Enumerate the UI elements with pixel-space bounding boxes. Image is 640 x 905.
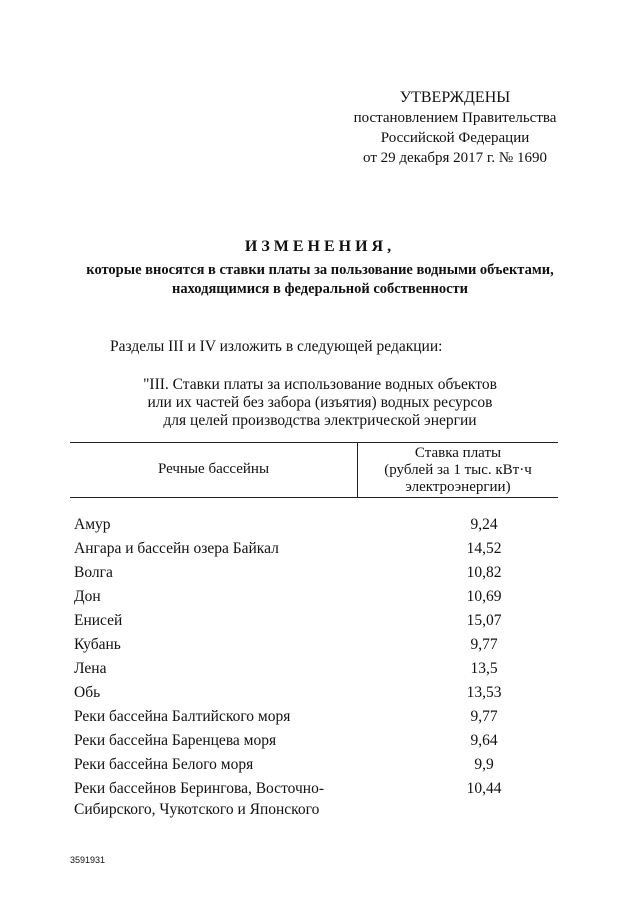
section-title-line-2: или их частей без забора (изъятия) водных ресурсов [147, 394, 493, 411]
rate-value: 9,9 [474, 756, 494, 773]
intro-text: Разделы III и IV изложить в следующей редакции: [110, 338, 443, 355]
rate-value: 9,77 [470, 708, 498, 725]
table-header [70, 442, 558, 498]
title-subtitle-line-1: которые вносятся в ставки платы за пользование водными объектами, [86, 262, 554, 278]
basin-name: Реки бассейна Баренцева моря [74, 732, 277, 749]
basin-name: Дон [74, 588, 101, 605]
rate-value: 13,53 [466, 684, 502, 701]
rate-value: 15,07 [466, 612, 502, 629]
header-rate-line-2: (рублей за 1 тыс. кВт·ч [384, 462, 532, 478]
basin-name [74, 778, 374, 820]
basin-name-line-2: Сибирского, Чукотского и Японского [74, 801, 320, 818]
rate-value: 9,24 [470, 516, 498, 533]
table-row [74, 778, 554, 822]
basin-name: Обь [74, 684, 101, 701]
approval-line-3: от 29 декабря 2017 г. № 1690 [363, 150, 547, 166]
basin-name: Кубань [74, 636, 121, 653]
header-rate [358, 445, 558, 496]
basin-name: Лена [74, 660, 107, 677]
approval-line-2: Российской Федерации [380, 130, 530, 146]
header-rate-line-3: электроэнергии) [405, 479, 511, 495]
document-title [40, 236, 600, 299]
approval-block [300, 88, 610, 168]
rate-value: 10,44 [466, 780, 502, 797]
rate-value: 10,69 [466, 588, 502, 605]
header-river-basins: Речные бассейны [157, 461, 270, 477]
title-main: ИЗМЕНЕНИЯ, [244, 238, 396, 255]
basin-name: Ангара и бассейн озера Байкал [74, 540, 279, 557]
document-number: 3591931 [70, 855, 106, 865]
section-title-line-1: "III. Ставки платы за использование водных объектов [143, 376, 497, 393]
section-title-line-3: для целей производства электрической энергии [163, 412, 477, 429]
basin-name: Енисей [74, 612, 123, 629]
approval-heading: УТВЕРЖДЕНЫ [399, 89, 511, 106]
title-subtitle-line-2: находящимися в федеральной собственности [171, 281, 468, 297]
rate-value: 9,77 [470, 636, 498, 653]
rate-value: 9,64 [470, 732, 498, 749]
basin-name: Реки бассейна Белого моря [74, 756, 254, 773]
basin-name-line-1: Реки бассейнов Берингова, Восточно- [74, 780, 324, 797]
rate-value: 10,82 [466, 564, 502, 581]
rate-value: 13,5 [470, 660, 498, 677]
basin-name: Амур [74, 516, 111, 533]
section-title [100, 376, 540, 430]
rate-value: 14,52 [466, 540, 502, 557]
basin-name: Волга [74, 564, 113, 581]
approval-line-1: постановлением Правительства [353, 110, 557, 126]
basin-name: Реки бассейна Балтийского моря [74, 708, 291, 725]
header-rate-line-1: Ставка платы [414, 445, 502, 461]
